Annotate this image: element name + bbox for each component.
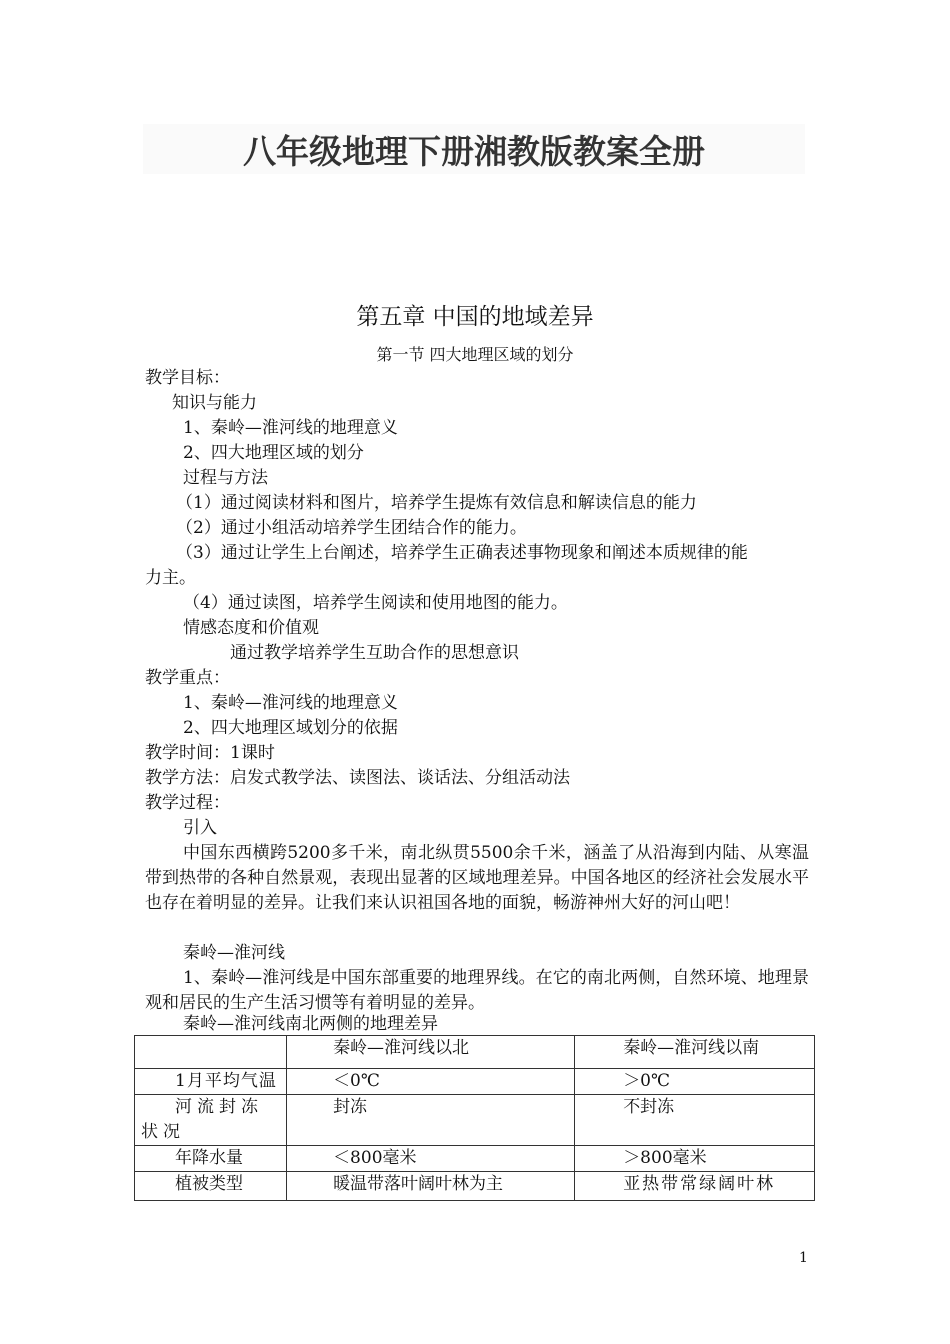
table-row (135, 1172, 815, 1201)
table-row-label: 1月平均气温 (135, 1069, 287, 1095)
key-point-item: 1、秦岭—淮河线的地理意义 (183, 693, 398, 713)
introduction-heading: 引入 (183, 818, 217, 838)
table-row (135, 1095, 815, 1146)
method-item: （4）通过读图，培养学生阅读和使用地图的能力。 (183, 593, 568, 613)
knowledge-ability-heading: 知识与能力 (172, 393, 257, 413)
title-banner (143, 124, 805, 174)
document-title: 八年级地理下册湘教版教案全册 (243, 131, 705, 171)
table-cell: 亚热带常绿阔叶林 (575, 1172, 815, 1201)
qinling-paragraph: 1、秦岭—淮河线是中国东部重要的地理界线。在它的南北两侧，自然环境、地理景观和居民的生产生活习惯等有着明显的差异。 (145, 968, 809, 1013)
method-item-continued: 力主。 (145, 568, 196, 588)
chapter-heading: 第五章 中国的地域差异 (356, 304, 594, 330)
section-heading: 第一节 四大地理区域的划分 (376, 345, 574, 364)
method-item: （3）通过让学生上台阐述，培养学生正确表述事物现象和阐述本质规律的能 (176, 543, 748, 563)
teaching-time: 教学时间：1课时 (145, 743, 275, 763)
table-row (135, 1146, 815, 1172)
table-cell: 暖温带落叶阔叶林为主 (287, 1172, 575, 1201)
table-cell: ＞0℃ (575, 1069, 815, 1095)
table-cell: ＜0℃ (287, 1069, 575, 1095)
table-cell: 不封冻 (575, 1095, 815, 1146)
page-number: 1 (799, 1250, 808, 1266)
teaching-process-label: 教学过程： (145, 793, 230, 813)
table-header-cell: 秦岭—淮河线以南 (575, 1036, 815, 1069)
attitude-item: 通过教学培养学生互助合作的思想意识 (230, 643, 519, 663)
teaching-methods: 教学方法：启发式教学法、读图法、谈话法、分组活动法 (145, 768, 570, 788)
table-cell: ＜800毫米 (287, 1146, 575, 1172)
key-points-label: 教学重点： (145, 668, 230, 688)
table-row-label: 年降水量 (135, 1146, 287, 1172)
key-point-item: 2、四大地理区域划分的依据 (183, 718, 398, 738)
table-header-cell: 秦岭—淮河线以北 (287, 1036, 575, 1069)
objectives-label: 教学目标： (145, 368, 230, 388)
table-row (135, 1069, 815, 1095)
process-method-heading: 过程与方法 (183, 468, 268, 488)
table-cell: ＞800毫米 (575, 1146, 815, 1172)
method-item: （2）通过小组活动培养学生团结合作的能力。 (176, 518, 527, 538)
table-cell: 封冻 (287, 1095, 575, 1146)
introduction-paragraph: 中国东西横跨5200多千米，南北纵贯5500余千米，涵盖了从沿海到内陆、从寒温带到热带的各种自然景观，表现出显著的区域地理差异。中国各地区的经济社会发展水平也存在着明显的差异。让我们来认识祖国各地的面貌，畅游神州大好的河山吧！ (145, 843, 809, 913)
table-header-row (135, 1036, 815, 1069)
geographic-differences-table (134, 1035, 815, 1201)
qinling-heading: 秦岭—淮河线 (183, 943, 285, 963)
table-header-cell (135, 1036, 287, 1069)
objective-item: 2、四大地理区域的划分 (183, 443, 364, 463)
table-row-label: 河流封冻状况 (135, 1095, 287, 1146)
objective-item: 1、秦岭—淮河线的地理意义 (183, 418, 398, 438)
table-caption: 秦岭—淮河线南北两侧的地理差异 (183, 1014, 438, 1034)
attitude-values-heading: 情感态度和价值观 (183, 618, 319, 638)
table-row-label: 植被类型 (135, 1172, 287, 1201)
method-item: （1）通过阅读材料和图片，培养学生提炼有效信息和解读信息的能力 (176, 493, 697, 513)
